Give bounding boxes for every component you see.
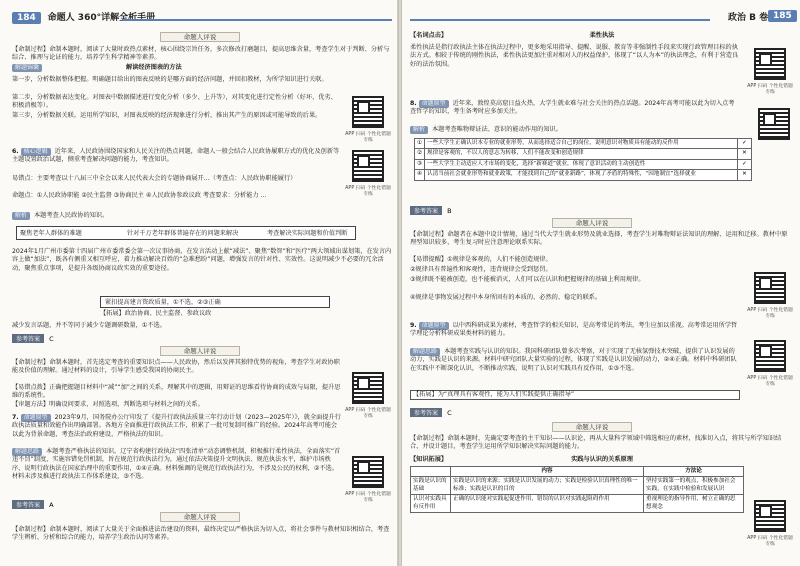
analysis-process: 【命制过程】命制本题时，首先选定考查的重要知识点——人民政协，然后以发挥其独特优势的视角，考查学生对政协职能及价值的理解。通过材料的设计，引导学生感受我国的协商民主。 xyxy=(12,359,340,375)
q9-note-box: 【拓展】为“真理具有客观性，能为人们实践提供正确指导” xyxy=(410,390,740,400)
qr-code-icon[interactable] xyxy=(352,96,384,128)
q6-bottom-box xyxy=(100,296,330,308)
table-cell: 认识对实践具有反作用 xyxy=(411,495,451,513)
q7-explanation xyxy=(12,448,342,482)
page-number: 184 xyxy=(12,12,41,24)
left-page xyxy=(0,0,398,566)
qr-code-icon[interactable] xyxy=(758,108,790,140)
qr-code-icon[interactable] xyxy=(754,340,786,372)
pitfall-3: ③规律既不能被创造，也不能被消灭，人们可以在认识和把握规律的基础上利用规律。 xyxy=(410,276,645,283)
q9-explain-tag: 解题思路 xyxy=(410,348,440,356)
pitfall-1: 【易错提醒】①规律是客观的，人们不能创造规律。 xyxy=(410,256,552,263)
section-banner: 命题人评说 xyxy=(160,512,240,522)
term-tag: 【名词点击】 xyxy=(410,32,448,39)
q9-explain-text: 本题考查实践与认识的知识。我国科研团队曾多次考察，对于实现了无核氢弹技术突破，提供了认识发展的动力，实践是认识的来源。材料中研究团队大量实验的过程，体现了实践是认识发展的动力，②④正确。材料中科研团队在实践中不断深化认识，不断推动实践，说明了认识对实践具有反作用，①③不选。 xyxy=(410,348,737,372)
q7-explain-tag: 解题思路 xyxy=(12,448,42,456)
q7-text: 2023年9月，国务院办公厅印发了《提升行政执法质量三年行动计划（2023—2025年）》，就全面提升行政执法质量和效能作出明确部署。各地方全面推进行政执法工作，积累了一批可复制可推广的经验。2024年高考可能会以此为背景命题，考查法治政府建设、严格执法的知识。 xyxy=(12,414,341,438)
analysis-pitfall: 【易错点拨】正确把握题目材料中“减”“加”之间的关系，理解其中的逻辑，用辩证的思维看待协商的成效与局限，提升思维的系统性。 xyxy=(12,384,341,400)
q8-number: 8. xyxy=(410,100,417,107)
q6-box-mid: 针对千万老年群体普遍存在的问题来解决 xyxy=(127,230,239,237)
table-cell: 坚持实践第一的观点，积极参加社会实践，在实践中检验和发展认识 xyxy=(644,477,744,495)
qr-caption: APP 扫码 个性化错题专练 xyxy=(345,132,391,143)
guide-step-3: 第三步，分析数据关联。运用所学知识，对图表反映的经济现象进行分析，推出其产生的原因或可能导致的后果。 xyxy=(12,112,322,119)
answer-label: 参考答案 xyxy=(410,408,442,417)
table-cell: 认清当前社会就业形势和就业政策，才能找到自己的“就业新路”，体现了矛盾的特殊性，“因地制宜”选择就业 xyxy=(425,170,738,180)
table-row: ④ 认清当前社会就业形势和就业政策，才能找到自己的“就业新路”，体现了矛盾的特殊性，“因地制宜”选择就业 ✕ xyxy=(415,170,752,180)
q8-intro-text: 本题考查唯物辩证法、意识的能动作用的知识。 xyxy=(431,126,562,133)
right-header xyxy=(410,10,792,28)
q6-summary: 减少发言话题，并不等同于减少专题调研数量，①不选。 xyxy=(12,322,167,329)
guide-step-2: 第二步，分析数据表达变化。对图表中数据描述进行变化分析（多少、上升等），对其变化进行定性分析（好坏、优劣、积极消极等）。 xyxy=(12,94,337,110)
guide-step-1: 第一步，分析数据整体把握。明确题目给出的图表反映的是哪方面的经济问题，并回扣教材，为所学知识进行关联。 xyxy=(12,76,328,83)
answer-value: C xyxy=(49,335,54,343)
q9-number: 9. xyxy=(410,322,417,329)
column-header xyxy=(411,467,451,477)
q6-answer xyxy=(12,334,54,343)
qr-caption: APP 扫码 个性化错题专练 xyxy=(747,308,793,319)
qr-caption: APP 扫码 个性化错题专练 xyxy=(345,186,391,197)
qr-code-icon[interactable] xyxy=(352,372,384,404)
guide-intro: 【命制过程】命制本题时，阅读了大量时政热点素材，核心围绕宗旨任务，多次修改打磨题目，提高思维含量，考查学生对于判断、分析与综合、推理与论证的能力，培养学生科学精神等素养。 xyxy=(12,46,390,62)
cross-icon: ✕ xyxy=(738,149,752,159)
analysis-process-2: 【命制过程】命制本题时，阅读了大量关于全面推进法治建设的资料，最终决定以严格执法为切入点，将社会事件与教材知识相结合，考查学生辨析、分析和综合的能力，培养学生政治认同等素养。 xyxy=(12,526,390,542)
table-cell: 正确的认识能对实践起促进作用，错误的认识对实践起阻碍作用 xyxy=(451,495,644,513)
q7-explain-text: 本题考查严格执法的知识。辽宁省构建行政执法“四张清单”动态调整机制，积极推行柔性执法，全面落实“首违不罚”制度，实施容错免罚机制，旨在规范行政执法行为，通过依法决策提升文明执法、规范执法水平，维护市场秩序，说明行政执法在国家治理中的重要作用，①④正确。材料强调的是规范行政执法行为，不涉及公民的权利，②不选。材料未涉及推进行政执法工作体系建设，③不选。 xyxy=(12,448,341,481)
qr-code-icon[interactable] xyxy=(754,272,786,304)
table-row: ① 一些大学生正确认识本专业的就业形势，从而选择适合自己的岗位，说明意识对物质具有能动的反作用 ✓ xyxy=(415,139,752,149)
section-banner: 命题人评说 xyxy=(552,218,632,228)
q7-number: 7. xyxy=(12,414,19,421)
q6-notes: 易错点：主要考查以十八届三中全会以来人民代表大会的专题协商展开...（考查点：人民政协职能履行） xyxy=(12,175,297,182)
qr-caption: APP 扫码 个性化错题专练 xyxy=(345,492,391,503)
section-banner: 命题人评说 xyxy=(160,346,240,356)
qr-caption: APP 扫码 个性化错题专练 xyxy=(747,536,793,547)
table-cell: 实践是认识的基础 xyxy=(411,477,451,495)
qr-code-icon[interactable] xyxy=(352,456,384,488)
q8-options-table xyxy=(414,138,752,181)
table-row xyxy=(411,477,744,495)
q9-answer xyxy=(410,408,452,417)
q7-header xyxy=(12,414,342,439)
guide-title: 解题锦囊 xyxy=(12,64,42,72)
q6-number: 6. xyxy=(12,148,19,155)
guide-heading-row xyxy=(12,64,392,72)
q6-header xyxy=(12,148,342,165)
analysis-process-2: 【命制过程】命制本题时，先确定要考查的主干知识——认识论，再从大量科学领域中筛选相应的素材，找准切入点，将其与所学知识结合，并设计题目，考查学生运用所学知识解决实际问题的能力。 xyxy=(410,435,782,451)
q6-tag: 核心逻辑 xyxy=(21,148,51,156)
check-icon: ✓ xyxy=(738,159,752,169)
q8-intro xyxy=(410,126,740,134)
analysis-tag: 解析 xyxy=(410,126,428,134)
knowledge-tag: 【知识拓展】 xyxy=(410,456,448,463)
page-number: 185 xyxy=(768,10,797,22)
knowledge-table-title: 实践与认识的关系原理 xyxy=(571,456,633,463)
term-title: 柔性执法 xyxy=(589,32,615,39)
table-header-row xyxy=(411,467,744,477)
section-banner: 命题人评说 xyxy=(552,422,632,432)
q8-answer xyxy=(410,206,452,215)
q8-tag: 命题原型 xyxy=(419,100,449,108)
book-title: 政治 B 卷 xyxy=(728,13,769,23)
table-cell: 规律是客观的，不以人的意志为转移，人们不能改变和创造规律 xyxy=(425,149,738,159)
q6-note: 【拓展】政治协商、民主监督、参政议政 xyxy=(100,310,212,317)
check-icon: ✓ xyxy=(738,139,752,149)
section-banner: 命题人评说 xyxy=(160,32,240,42)
answer-value: A xyxy=(49,501,54,509)
q6-bottom-box-text: 紧扣提高建言资政质量，①不选，②③正确 xyxy=(105,299,221,306)
table-row xyxy=(411,495,744,513)
q9-header xyxy=(410,322,740,339)
q9-tag: 命题原型 xyxy=(419,322,449,330)
answer-value: C xyxy=(447,409,452,417)
left-header xyxy=(12,10,392,28)
qr-caption: APP 扫码 个性化错题专练 xyxy=(747,376,793,387)
table-row: ② 规律是客观的，不以人的意志为转移，人们不能改变和创造规律 ✕ xyxy=(415,149,752,159)
cross-icon: ✕ xyxy=(738,170,752,180)
answer-value: B xyxy=(447,207,452,215)
q9-explanation xyxy=(410,348,740,373)
answer-label: 参考答案 xyxy=(12,334,44,343)
q8-header xyxy=(410,100,740,117)
knowledge-table xyxy=(410,466,744,513)
q8-text: 近年来，敦煌莫高窟日益火热，大学生就业难与社会关注的热点话题。2024年高考可能以此为切入点考查哲学的知识，考生备考时应多加关注。 xyxy=(410,100,735,116)
column-header: 方法论 xyxy=(644,467,744,477)
qr-code-icon[interactable] xyxy=(754,500,786,532)
guide-subtitle: 解读经济图表的方法 xyxy=(125,64,182,71)
analysis-method: 【审题方法】明确设问要求，对照选项，判断选项与材料之间的关系。 xyxy=(12,401,204,408)
q7-answer xyxy=(12,500,54,509)
q6-data-line: 命题点：①人民政协职能 ②民主监督 ③协商民主 ④人民政协参政议政 考查要求：分析能力 ... xyxy=(12,192,267,199)
q9-text: 以中西科研成果为素材，考查哲学的相关知识，是高考常见的考法，考生应加以重视。高考常运用所学哲学理论分析科研成果类材料的能力。 xyxy=(410,322,738,338)
table-cell: 重视理论的指导作用，树立正确的思想观念 xyxy=(644,495,744,513)
answer-label: 参考答案 xyxy=(12,500,44,509)
right-page xyxy=(402,0,800,566)
table-cell: 一些大学生正确认识本专业的就业形势，从而选择适合自己的岗位，说明意识对物质具有能动的反作用 xyxy=(425,139,738,149)
table-cell: 实践是认识的来源；实践是认识发展的动力；实践是检验认识真理性的唯一标准；实践是认识的目的 xyxy=(451,477,644,495)
table-row: ③ 一些大学生主动适应人才市场的变化，选择“新赛道”就业，体现了意识活动的主动创造性 ✓ xyxy=(415,159,752,169)
pitfall-2: ②规律具有普遍性和客观性，违背规律会受到惩罚。 xyxy=(410,266,552,273)
answer-label: 参考答案 xyxy=(410,206,442,215)
q6-body: 2024年1月广州市委第十四届广州市委常委会第一次议事协商，在发言活动上献“减法”、聚焦“数智”和“医疗”两大领域出谋划策，在发言内容上做“加法”，既各有侧重又相互呼应，着力推动解决百姓的“急难愁盼”问题，增强发言的针对性、实效性。这说明减少不必要的冗余活动，聚焦重点事项，是提升各级协商议政实效的重要途径。 xyxy=(12,248,392,272)
q7-tag: 命题原型 xyxy=(21,414,51,422)
qr-code-icon[interactable] xyxy=(754,48,786,80)
q6-intro-text: 本题考查人民政协的知识。 xyxy=(33,212,109,219)
qr-caption: APP 扫码 个性化错题专练 xyxy=(747,84,793,95)
qr-caption: APP 扫码 个性化错题专练 xyxy=(345,408,391,419)
column-header: 内容 xyxy=(451,467,644,477)
qr-code-icon[interactable] xyxy=(352,150,384,182)
book-title: 命题人 360°详解全析手册 xyxy=(47,13,156,23)
analysis-process: 【命制过程】命题者在本题中设计情境，通过当代大学生就业形势及就业选择，考查学生对唯物辩证法知识的理解、运用和迁移。教材中原理型知识较多，考生复习时应注意理论联系实际。 xyxy=(410,231,788,247)
answer-tag: 解析 xyxy=(12,212,30,220)
q6-box-right: 考查解决实际问题和价值判断 xyxy=(267,230,348,237)
q6-box-left: 聚焦老年人群体的难题 xyxy=(20,230,82,237)
term-text: 柔性执法是指行政执法主体在执法过程中，更多地采用指导、提醒、说服、教育等非强制性手段来实现行政管理目标的执法方式。相较于传统的刚性执法，柔性执法更加注重对相对人的权益保护，体现了“以人为本”的执法理念，有利于营造良好的法治氛围。 xyxy=(410,44,739,68)
q6-intro xyxy=(12,212,342,220)
q6-diagram-row xyxy=(16,226,356,240)
table-cell: 一些大学生主动适应人才市场的变化，选择“新赛道”就业，体现了意识活动的主动创造性 xyxy=(425,159,738,169)
q6-text: 近年来，人民政协围绕国家和人民关注的热点问题，命题人一般会结合人民政协履职方式的优化及创新等主题设置政治试题，侧重考查解决问题的能力，考查知识。 xyxy=(12,148,340,164)
pitfall-4: ④规律是事物发展过程中本身所固有的本质的、必然的、稳定的联系。 xyxy=(410,294,602,301)
